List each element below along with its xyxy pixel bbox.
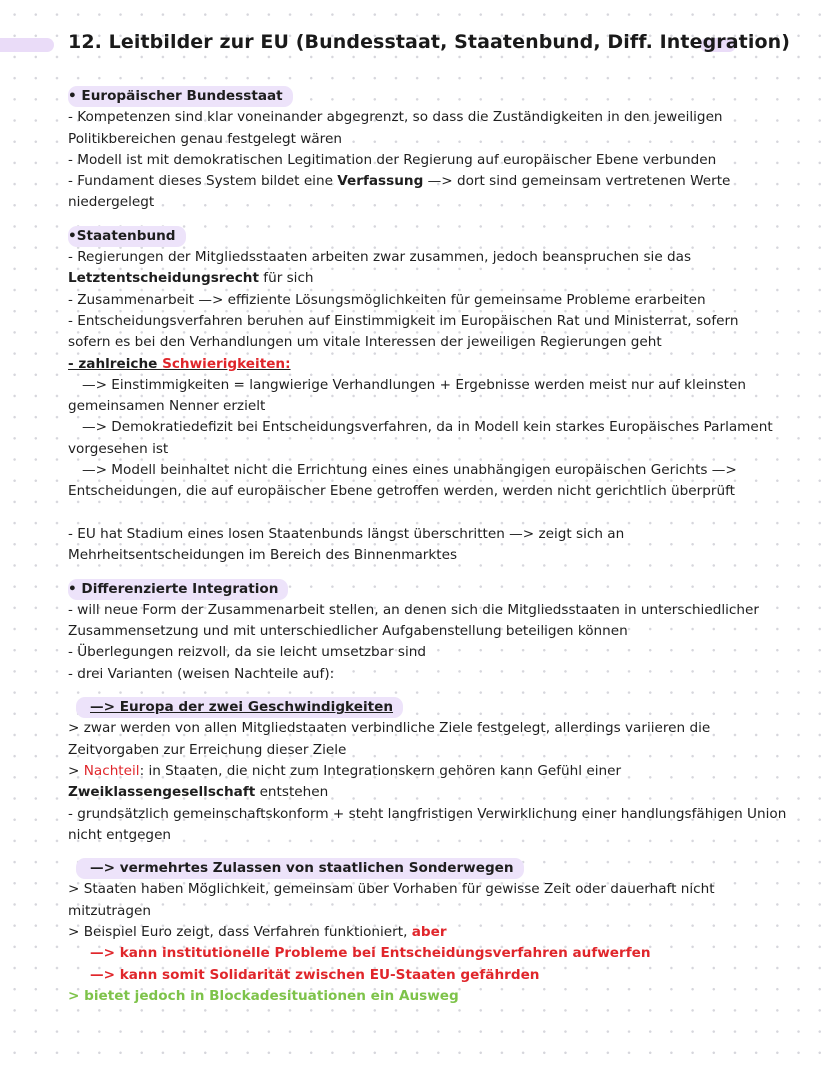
schwierigkeiten-label: - zahlreiche Schwierigkeiten:	[68, 355, 291, 372]
text-line: - grundsätzlich gemeinschaftskonform + steht langfristigen Verwirklichung einer handlungsfähigen Union	[68, 805, 787, 822]
text-line: > Beispiel Euro zeigt, dass Verfahren funktioniert, aber	[68, 923, 447, 940]
keyword-verfassung: Verfassung	[337, 173, 424, 190]
text-line: Politikbereichen genau festgelegt wären	[68, 130, 342, 147]
page-title: 12. Leitbilder zur EU (Bundesstaat, Staatenbund, Diff. Integration)	[68, 31, 791, 53]
text-line: - Entscheidungsverfahren beruhen auf Einstimmigkeit im Europäischen Rat und Ministerrat, sofern	[68, 312, 739, 329]
title-highlight-left	[0, 38, 54, 52]
text-line: —> Demokratiedefizit bei Entscheidungsverfahren, da in Modell kein starkes Europäisches Parlament	[82, 419, 773, 436]
text-line: niedergelegt	[68, 194, 155, 211]
text-line: sofern es bei den Verhandlungen um vitale Interessen der jeweiligen Regierungen geht	[68, 334, 662, 351]
text-line: - will neue Form der Zusammenarbeit stellen, an denen sich die Mitgliedsstaaten in unterschiedlicher	[68, 601, 759, 618]
text-line: - Fundament dieses System bildet eine Verfassung —> dort sind gemeinsam vertretenen Werte	[68, 173, 731, 190]
text-line: mitzutragen	[68, 902, 151, 919]
text-line: > Nachteil: in Staaten, die nicht zum Integrationskern gehören kann Gefühl einer	[68, 762, 622, 779]
text-line: - Modell ist mit demokratischen Legitimation der Regierung auf europäischer Ebene verbunden	[68, 151, 717, 168]
notes-content	[68, 86, 808, 1007]
text-line: Zeitvorgaben zur Erreichung dieser Ziele	[68, 741, 347, 758]
text-line: gemeinsamen Nenner erzielt	[68, 398, 266, 415]
nachteil-label: Nachteil	[83, 762, 140, 779]
section-heading-bundesstaat: • Europäischer Bundesstaat	[68, 86, 293, 107]
section-heading-integration: • Differenzierte Integration	[68, 579, 288, 600]
section-heading-staatenbund: •Staatenbund	[68, 226, 186, 247]
text-line: - Überlegungen reizvoll, da sie leicht umsetzbar sind	[68, 644, 427, 661]
text-line: - EU hat Stadium eines losen Staatenbunds längst überschritten —> zeigt sich an	[68, 525, 625, 542]
text-line: Zweiklassengesellschaft entstehen	[68, 784, 329, 801]
text-line: —> Einstimmigkeiten = langwierige Verhandlungen + Ergebnisse werden meist nur auf kleinsten	[82, 376, 746, 393]
text-line: Entscheidungen, die auf europäischer Ebene getroffen werden, werden nicht gerichtlich überprüft	[68, 483, 735, 500]
text-line: - Regierungen der Mitgliedsstaaten arbeiten zwar zusammen, jedoch beanspruchen sie das	[68, 249, 692, 266]
text-line: Zusammensetzung und mit unterschiedlicher Aufgabenstellung beteiligen können	[68, 623, 628, 640]
text-line: > zwar werden von allen Mitgliedstaaten verbindliche Ziele festgelegt, allerdings variieren die	[68, 720, 711, 737]
text-line: - Kompetenzen sind klar voneinander abgegrenzt, so dass die Zuständigkeiten in den jeweiligen	[68, 109, 723, 126]
subsection-heading-geschwindigkeiten: —> Europa der zwei Geschwindigkeiten	[76, 697, 403, 718]
text-line-red: —> kann institutionelle Probleme bei Entscheidungsverfahren aufwerfen	[90, 945, 651, 962]
text-line: vorgesehen ist	[68, 440, 169, 457]
text-line-red: —> kann somit Solidarität zwischen EU-Staaten gefährden	[90, 966, 540, 983]
subsection-heading-sonderwege: —> vermehrtes Zulassen von staatlichen Sonderwegen	[76, 858, 524, 879]
text-line: —> Modell beinhaltet nicht die Errichtung eines eines unabhängigen europäischen Gerichts —>	[82, 462, 737, 479]
text-line: - drei Varianten (weisen Nachteile auf):	[68, 665, 335, 682]
text-line: - Zusammenarbeit —> effiziente Lösungsmöglichkeiten für gemeinsame Probleme erarbeiten	[68, 291, 706, 308]
text-line: Letztentscheidungsrecht für sich	[68, 270, 314, 287]
text-line: Mehrheitsentscheidungen im Bereich des Binnenmarktes	[68, 547, 458, 564]
keyword-letztentscheidungsrecht: Letztentscheidungsrecht	[68, 270, 259, 287]
text-line-green: > bietet jedoch in Blockadesituationen ein Ausweg	[68, 987, 459, 1004]
text-line: > Staaten haben Möglichkeit, gemeinsam über Vorhaben für gewisse Zeit oder dauerhaft nicht	[68, 881, 715, 898]
text-line: nicht entgegen	[68, 826, 172, 843]
